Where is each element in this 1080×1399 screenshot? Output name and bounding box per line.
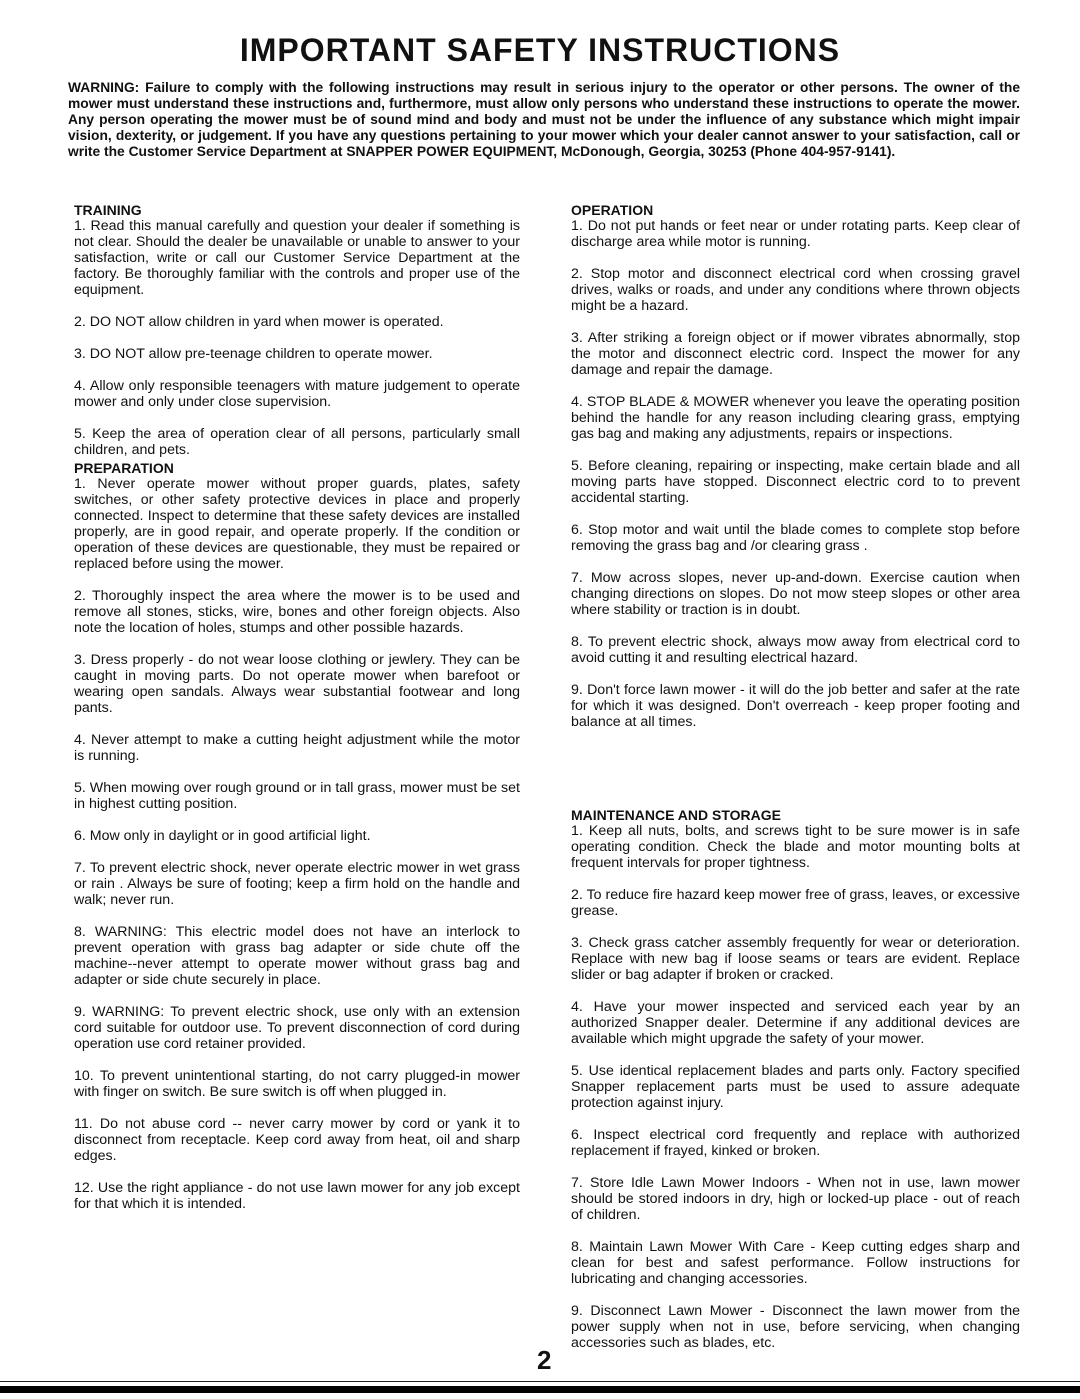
preparation-heading: PREPARATION	[74, 460, 174, 476]
training-item-2: 2. DO NOT allow children in yard when mower is operated.	[74, 314, 444, 330]
preparation-item-6: 6. Mow only in daylight or in good artificial light.	[74, 828, 371, 844]
footer-rule-thick	[0, 1386, 1080, 1393]
operation-item-5: 5. Before cleaning, repairing or inspecting, make certain blade and all moving parts have stopped. Disconnect electric cord to to prevent accidental starting.	[571, 458, 1020, 506]
preparation-item-10: 10. To prevent unintentional starting, do not carry plugged-in mower with finger on switch. Be sure switch is off when plugged in.	[74, 1068, 520, 1100]
maintenance-item-2: 2. To reduce fire hazard keep mower free of grass, leaves, or excessive grease.	[571, 887, 1020, 919]
training-item-5: 5. Keep the area of operation clear of all persons, particularly small children, and pets.	[74, 426, 520, 458]
operation-item-8: 8. To prevent electric shock, always mow away from electrical cord to avoid cutting it and resulting electrical hazard.	[571, 634, 1020, 666]
preparation-item-7: 7. To prevent electric shock, never operate electric mower in wet grass or rain . Always be sure of footing; keep a firm hold on the handle and walk; never run.	[74, 860, 520, 908]
preparation-item-9: 9. WARNING: To prevent electric shock, use only with an extension cord suitable for outdoor use. To prevent disconnection of cord during operation use cord retainer provided.	[74, 1004, 520, 1052]
maintenance-section	[571, 807, 1020, 1351]
preparation-item-12: 12. Use the right appliance - do not use lawn mower for any job except for that which it is intended.	[74, 1180, 520, 1212]
preparation-item-1: 1. Never operate mower without proper guards, plates, safety switches, or other safety protective devices in place and properly connected. Inspect to determine that these safety devices are installed properly, are in good repair, and operate properly. If the condition or operation of these devices are questionable, they must be repaired or replaced before using the mower.	[74, 476, 520, 572]
preparation-item-4: 4. Never attempt to make a cutting height adjustment while the motor is running.	[74, 732, 520, 764]
operation-item-2: 2. Stop motor and disconnect electrical cord when crossing gravel drives, walks or roads, and under any conditions where thrown objects might be a hazard.	[571, 266, 1020, 314]
warning-paragraph: WARNING: Failure to comply with the following instructions may result in serious injury to the operator or other persons. The owner of the mower must understand these instructions and, furthermore, must allow only persons who understand these instructions to operate the mower. Any person operating the mower must be of sound mind and body and must not be under the influence of any substance which might impair vision, dexterity, or judgement. If you have any questions pertaining to your mower which your dealer cannot answer to your satisfaction, call or write the Customer Service Department at SNAPPER POWER EQUIPMENT, McDonough, Georgia, 30253 (Phone 404-957-9141).	[68, 80, 1020, 159]
maintenance-item-1: 1. Keep all nuts, bolts, and screws tight to be sure mower is in safe operating condition. Check the blade and motor mounting bolts at frequent intervals for proper tightness.	[571, 823, 1020, 871]
training-section	[74, 202, 520, 458]
operation-item-3: 3. After striking a foreign object or if mower vibrates abnormally, stop the motor and disconnect electric cord. Inspect the mower for any damage and repair the damage.	[571, 330, 1020, 378]
page-number: 2	[537, 1345, 552, 1375]
maintenance-item-5: 5. Use identical replacement blades and parts only. Factory specified Snapper replacement parts must be used to assure adequate protection against injury.	[571, 1063, 1020, 1111]
maintenance-heading: MAINTENANCE AND STORAGE	[571, 807, 782, 823]
preparation-item-11: 11. Do not abuse cord -- never carry mower by cord or yank it to disconnect from receptacle. Keep cord away from heat, oil and sharp edges.	[74, 1116, 520, 1164]
operation-item-1: 1. Do not put hands or feet near or under rotating parts. Keep clear of discharge area while motor is running.	[571, 218, 1020, 250]
left-column	[74, 202, 520, 1212]
operation-item-9: 9. Don't force lawn mower - it will do the job better and safer at the rate for which it was designed. Don't overreach - keep proper footing and balance at all times.	[571, 682, 1020, 730]
training-item-4: 4. Allow only responsible teenagers with mature judgement to operate mower and only under close supervision.	[74, 378, 520, 410]
training-heading: TRAINING	[74, 202, 142, 218]
training-item-3: 3. DO NOT allow pre-teenage children to operate mower.	[74, 346, 433, 362]
preparation-item-2: 2. Thoroughly inspect the area where the mower is to be used and remove all stones, sticks, wire, bones and other foreign objects. Also note the location of holes, stumps and other possible hazards.	[74, 588, 520, 636]
preparation-item-5: 5. When mowing over rough ground or in tall grass, mower must be set in highest cutting position.	[74, 780, 520, 812]
maintenance-item-8: 8. Maintain Lawn Mower With Care - Keep cutting edges sharp and clean for best and safest performance. Follow instructions for lubricating and changing accessories.	[571, 1239, 1020, 1287]
training-item-1: 1. Read this manual carefully and question your dealer if something is not clear. Should the dealer be unavailable or unable to answer to your satisfaction, write or call our Customer Service Department at the factory. Be thoroughly familiar with the controls and proper use of the equipment.	[74, 218, 520, 298]
operation-heading: OPERATION	[571, 202, 654, 218]
maintenance-item-9: 9. Disconnect Lawn Mower - Disconnect the lawn mower from the power supply when not in use, before servicing, when changing accessories such as blades, etc.	[571, 1303, 1020, 1351]
operation-section	[571, 202, 1020, 730]
page-title: IMPORTANT SAFETY INSTRUCTIONS	[239, 32, 841, 68]
operation-item-6: 6. Stop motor and wait until the blade comes to complete stop before removing the grass bag and /or clearing grass .	[571, 522, 1020, 554]
operation-item-4: 4. STOP BLADE & MOWER whenever you leave the operating position behind the handle for any reason including clearing grass, emptying gas bag and making any adjustments, repairs or inspections.	[571, 394, 1020, 442]
footer-rule-thin	[0, 1381, 1080, 1382]
maintenance-item-6: 6. Inspect electrical cord frequently and replace with authorized replacement if frayed, kinked or broken.	[571, 1127, 1020, 1159]
preparation-section	[74, 460, 520, 1212]
preparation-item-8: 8. WARNING: This electric model does not have an interlock to prevent operation with grass bag adapter or side chute off the machine--never attempt to operate mower without grass bag and adapter or side chute securely in place.	[74, 924, 520, 988]
preparation-item-3: 3. Dress properly - do not wear loose clothing or jewlery. They can be caught in moving parts. Do not operate mower when barefoot or wearing open sandals. Always wear substantial footwear and long pants.	[74, 652, 520, 716]
operation-item-7: 7. Mow across slopes, never up-and-down. Exercise caution when changing directions on slopes. Do not mow steep slopes or other area where stability or traction is in doubt.	[571, 570, 1020, 618]
maintenance-item-3: 3. Check grass catcher assembly frequently for wear or deterioration. Replace with new bag if loose seams or tears are evident. Replace slider or bag adapter if broken or cracked.	[571, 935, 1020, 983]
maintenance-item-4: 4. Have your mower inspected and serviced each year by an authorized Snapper dealer. Determine if any additional devices are available which might upgrade the safety of your mower.	[571, 999, 1020, 1047]
maintenance-item-7: 7. Store Idle Lawn Mower Indoors - When not in use, lawn mower should be stored indoors in dry, high or locked-up place - out of reach of children.	[571, 1175, 1020, 1223]
right-column	[571, 202, 1020, 1351]
